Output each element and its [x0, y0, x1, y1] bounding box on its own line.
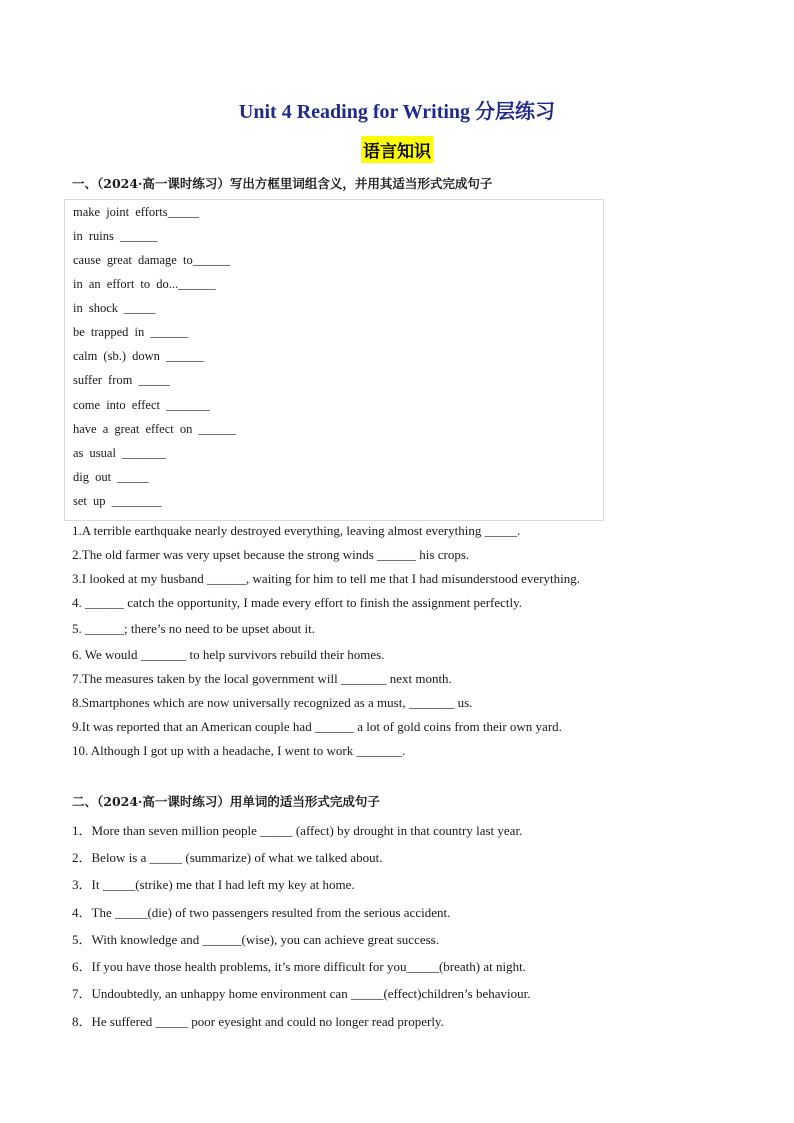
exercise-1-sentence: 2.The old farmer was very upset because the strong winds ______ his crops.: [72, 547, 470, 562]
phrase-item: cause great damage to______: [73, 253, 231, 267]
phrase-item: in ruins ______: [73, 229, 158, 243]
phrase-item: dig out _____: [73, 470, 149, 484]
phrase-item: be trapped in ______: [73, 325, 188, 339]
exercise-1-sentence: 10. Although I got up with a headache, I went to work _______.: [72, 743, 406, 758]
exercise-2-sentence: 7．Undoubtedly, an unhappy home environment can _____(effect)children’s behaviour.: [72, 986, 531, 1001]
section-1-heading: 一、（2024·高一课时练习）写出方框里词组含义，并用其适当形式完成句子: [72, 176, 493, 191]
exercise-1-sentence: 5. ______; there’s no need to be upset about it.: [72, 621, 315, 636]
exercise-2-sentence: 2．Below is a _____ (summarize) of what we talked about.: [72, 850, 383, 865]
phrase-item: suffer from _____: [73, 373, 170, 387]
exercise-1-sentence: 1.A terrible earthquake nearly destroyed everything, leaving almost everything _____.: [72, 523, 521, 538]
phrase-item: calm (sb.) down ______: [73, 349, 204, 363]
phrase-item: have a great effect on ______: [73, 422, 236, 436]
subtitle-container: [0, 136, 794, 163]
exercise-1-sentence: 3.I looked at my husband ______, waiting for him to tell me that I had misunderstood everything.: [72, 571, 580, 586]
exercise-1-sentence: 4. ______ catch the opportunity, I made every effort to finish the assignment perfectly.: [72, 595, 523, 610]
exercise-1-sentence: 6. We would _______ to help survivors rebuild their homes.: [72, 647, 385, 662]
phrase-item: as usual _______: [73, 446, 166, 460]
phrase-item: come into effect _______: [73, 398, 210, 412]
phrase-item: in an effort to do...______: [73, 277, 216, 291]
exercise-1-sentence: 7.The measures taken by the local government will _______ next month.: [72, 671, 452, 686]
exercise-2-sentence: 4．The _____(die) of two passengers resulted from the serious accident.: [72, 905, 451, 920]
phrase-item: set up ________: [73, 494, 162, 508]
exercise-1-sentence: 8.Smartphones which are now universally recognized as a must, _______ us.: [72, 695, 473, 710]
exercise-2-sentence: 3．It _____(strike) me that I had left my key at home.: [72, 877, 355, 892]
exercise-2-sentence: 6．If you have those health problems, it’s more difficult for you_____(breath) at night.: [72, 959, 526, 974]
phrase-box: [64, 199, 604, 521]
exercise-1-sentence: 9.It was reported that an American couple had ______ a lot of gold coins from their own yard.: [72, 719, 562, 734]
exercise-2-sentence: 1．More than seven million people _____ (affect) by drought in that country last year.: [72, 823, 523, 838]
exercise-2-sentence: 5．With knowledge and ______(wise), you can achieve great success.: [72, 932, 439, 947]
section-2-heading: 二、（2024·高一课时练习）用单词的适当形式完成句子: [72, 794, 380, 809]
phrase-item: make joint efforts_____: [73, 205, 199, 219]
page-title: Unit 4 Reading for Writing 分层练习: [238, 101, 556, 123]
exercise-2-sentence: 8．He suffered _____ poor eyesight and could no longer read properly.: [72, 1014, 444, 1029]
phrase-item: in shock _____: [73, 301, 156, 315]
section-label-language-knowledge: 语言知识: [361, 136, 433, 163]
